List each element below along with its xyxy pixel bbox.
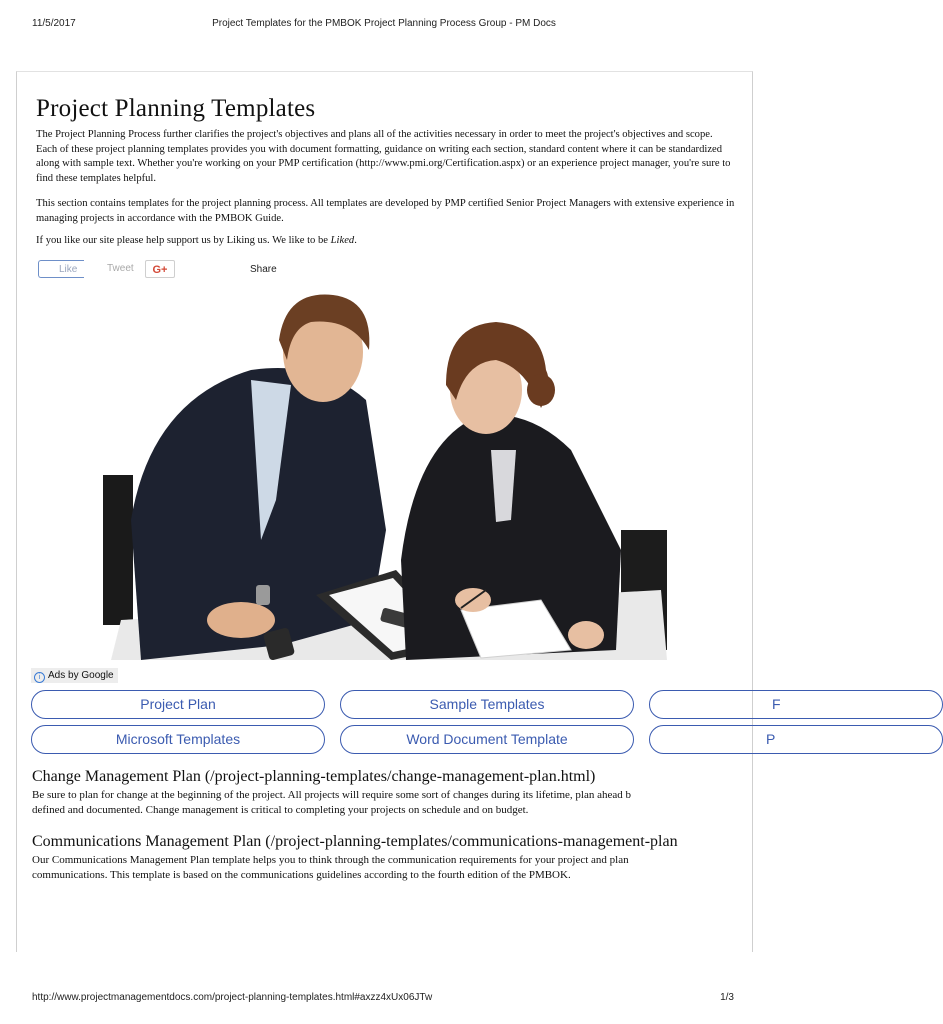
like-prompt-end: . — [354, 235, 357, 246]
section-title-change-management[interactable]: Change Management Plan (/project-planning-templates/change-management-plan.html) — [32, 768, 596, 785]
section-line: defined and documented. Change management is critical to completing your projects on schedule and on budget. — [32, 804, 529, 816]
ad-button-word-document-template[interactable]: Word Document Template — [340, 725, 634, 754]
like-prompt-emphasis: Liked — [330, 235, 355, 246]
ad-button-sample-templates[interactable]: Sample Templates — [340, 690, 634, 719]
page-title: Project Planning Templates — [36, 95, 316, 122]
ad-button-row1-col3[interactable]: F — [649, 690, 943, 719]
ad-button-microsoft-templates[interactable]: Microsoft Templates — [31, 725, 325, 754]
intro-paragraph-1: The Project Planning Process further clarifies the project's objectives and plans all of the activities necessary in order to meet the project's objectives and scope. Each of these project planning templates provides you with document formatting, guidance on writing each section, standard content where it can be standardized along with sample text. Whether you're working on your PMP certification (http://www.pmi.org/Certification.aspx) or an experience project manager, you're sure to find these templates helpful. — [36, 129, 731, 184]
section-line: Be sure to plan for change at the beginning of the project. All projects will require some sort of changes during its lifetime, plan ahead b — [32, 789, 632, 801]
print-url: http://www.projectmanagementdocs.com/project-planning-templates.html#axzz4xUx06JTw — [32, 992, 433, 1003]
section-line: Our Communications Management Plan template helps you to think through the communication requirements for your project and plan — [32, 854, 629, 866]
section-line: communications. This template is based on the communications guidelines according to the fourth edition of the PMBOK. — [32, 869, 571, 881]
tweet-button[interactable]: Tweet — [107, 263, 134, 274]
like-prompt-text: If you like our site please help support us by Liking us. We like to be — [36, 235, 331, 246]
print-page-number: 1/3 — [720, 992, 734, 1003]
ad-button-row2-col3[interactable]: P — [649, 725, 943, 754]
share-button[interactable]: Share — [250, 264, 277, 275]
ad-button-project-plan[interactable]: Project Plan — [31, 690, 325, 719]
print-page-title: Project Templates for the PMBOK Project Planning Process Group - PM Docs — [212, 18, 556, 29]
print-date: 11/5/2017 — [32, 18, 76, 29]
facebook-like-button[interactable]: Like — [38, 260, 84, 278]
intro-paragraph-2: This section contains templates for the project planning process. All templates are developed by PMP certified Senior Project Managers with extensive experience in managing projects in accordance with the PMBOK Guide. — [36, 198, 735, 224]
google-plus-button[interactable]: G+ — [145, 260, 175, 278]
ads-label-text: Ads by Google — [48, 670, 114, 681]
section-title-communications-management[interactable]: Communications Management Plan (/project-planning-templates/communications-management-plan — [32, 833, 678, 850]
info-icon: i — [34, 672, 45, 683]
